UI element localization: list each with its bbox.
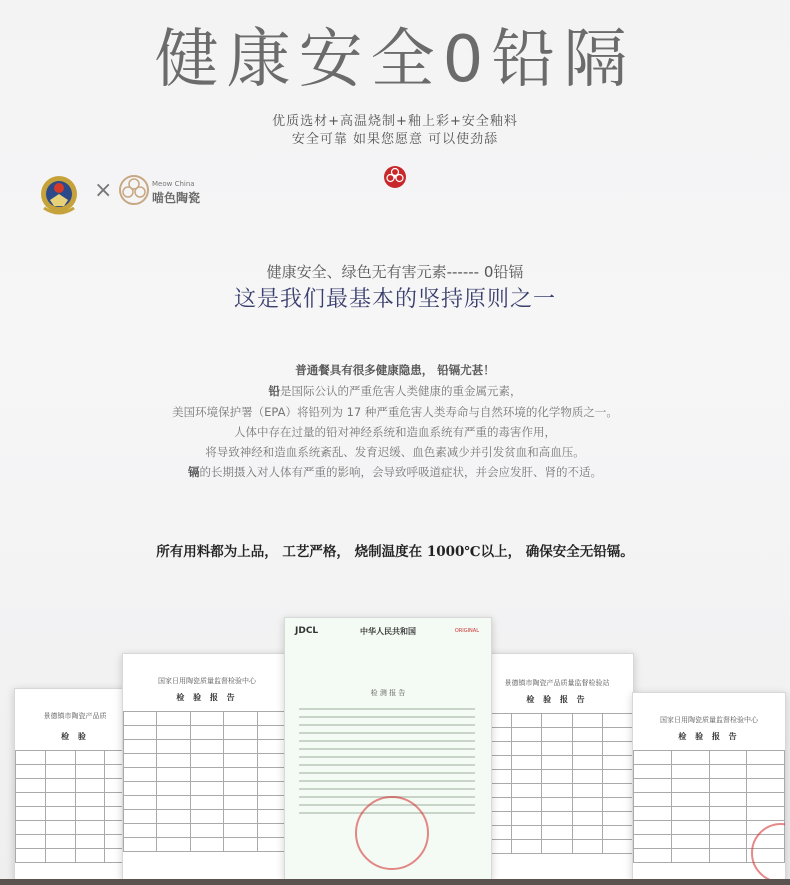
report-far-right-sub: 检 验 报 告 [678, 732, 740, 741]
report-right-title: 景德镇市陶瓷产品质量监督检验站 [504, 679, 610, 687]
report-right-sub: 检 验 报 告 [526, 695, 588, 704]
epa-line: 美国环境保护署（EPA）将铅列为 17 种严重危害人类寿命与自然环境的化学物质之一。 [172, 405, 618, 419]
report-far-left-sub: 检 验 [61, 732, 89, 741]
lead-text: 是国际公认的严重危害人类健康的重金属元素， [280, 384, 522, 398]
quality-statement: 所有用料都为上品， 工艺严格， 烧制温度在 1000℃以上， 确保安全无铅镉。 [156, 544, 634, 560]
health-slogan: 健康安全、绿色无有害元素------ 0铅镉 [266, 263, 524, 281]
report-center [284, 617, 492, 880]
report-far-right-title: 国家日用陶瓷质量监督检验中心 [660, 716, 758, 724]
report-right [480, 653, 634, 880]
cadmium-line [0, 464, 790, 480]
cadmium-char: 镉 [188, 465, 200, 479]
disorder-line: 将导致神经和造血系统紊乱、发育迟缓、血色素减少并引发贫血和高血压。 [205, 445, 585, 459]
warning-heading [0, 362, 790, 378]
report-left [122, 653, 292, 880]
brand-english-name: Meow China [152, 180, 195, 188]
report-right-table [481, 713, 633, 854]
brand-flower-icon [118, 174, 150, 206]
safety-line: 安全可靠 如果您愿意 可以使劲舔 [291, 132, 499, 147]
red-flower-icon [383, 165, 407, 189]
report-far-left [14, 688, 136, 880]
warning-heading-text: 普通餐具有很多健康隐患， 铅镉尤甚！ [295, 363, 495, 377]
quality-emblem-icon [36, 172, 82, 220]
principle-slogan: 这是我们最基本的坚持原则之一 [233, 287, 556, 312]
report-far-right [632, 692, 786, 880]
report-left-table [123, 711, 291, 852]
brand-chinese-name: 喵色陶瓷 [152, 191, 201, 205]
report-center-sub: 检 测 报 告 [370, 689, 406, 697]
feature-line: 优质选材+高温烧制+釉上彩+安全釉料 [272, 114, 518, 129]
lead-line [0, 383, 790, 399]
page-title: 健康安全0铅隔 [154, 23, 636, 97]
report-far-left-title: 景德镇市陶瓷产品质 [43, 712, 107, 720]
nervous-line: 人体中存在过量的铅对神经系统和造血系统有严重的毒害作用， [234, 425, 556, 439]
report-far-left-table [15, 750, 135, 863]
report-left-title: 国家日用陶瓷质量监督检验中心 [158, 677, 256, 685]
report-left-sub: 检 验 报 告 [176, 693, 238, 702]
bottom-bar [0, 879, 790, 885]
center-seal-stamp [355, 796, 429, 870]
report-center-original: ORIGINAL [454, 628, 479, 634]
brand-logo [118, 174, 201, 210]
cadmium-text: 的长期摄入对人体有严重的影响，会导致呼吸道症状，并会应发肝、肾的不适。 [199, 465, 602, 479]
report-center-jdcl: JDCL [295, 626, 319, 636]
report-center-title: 中华人民共和国 [360, 627, 416, 636]
cross-symbol: × [94, 178, 113, 203]
lead-char: 铅 [268, 384, 280, 398]
